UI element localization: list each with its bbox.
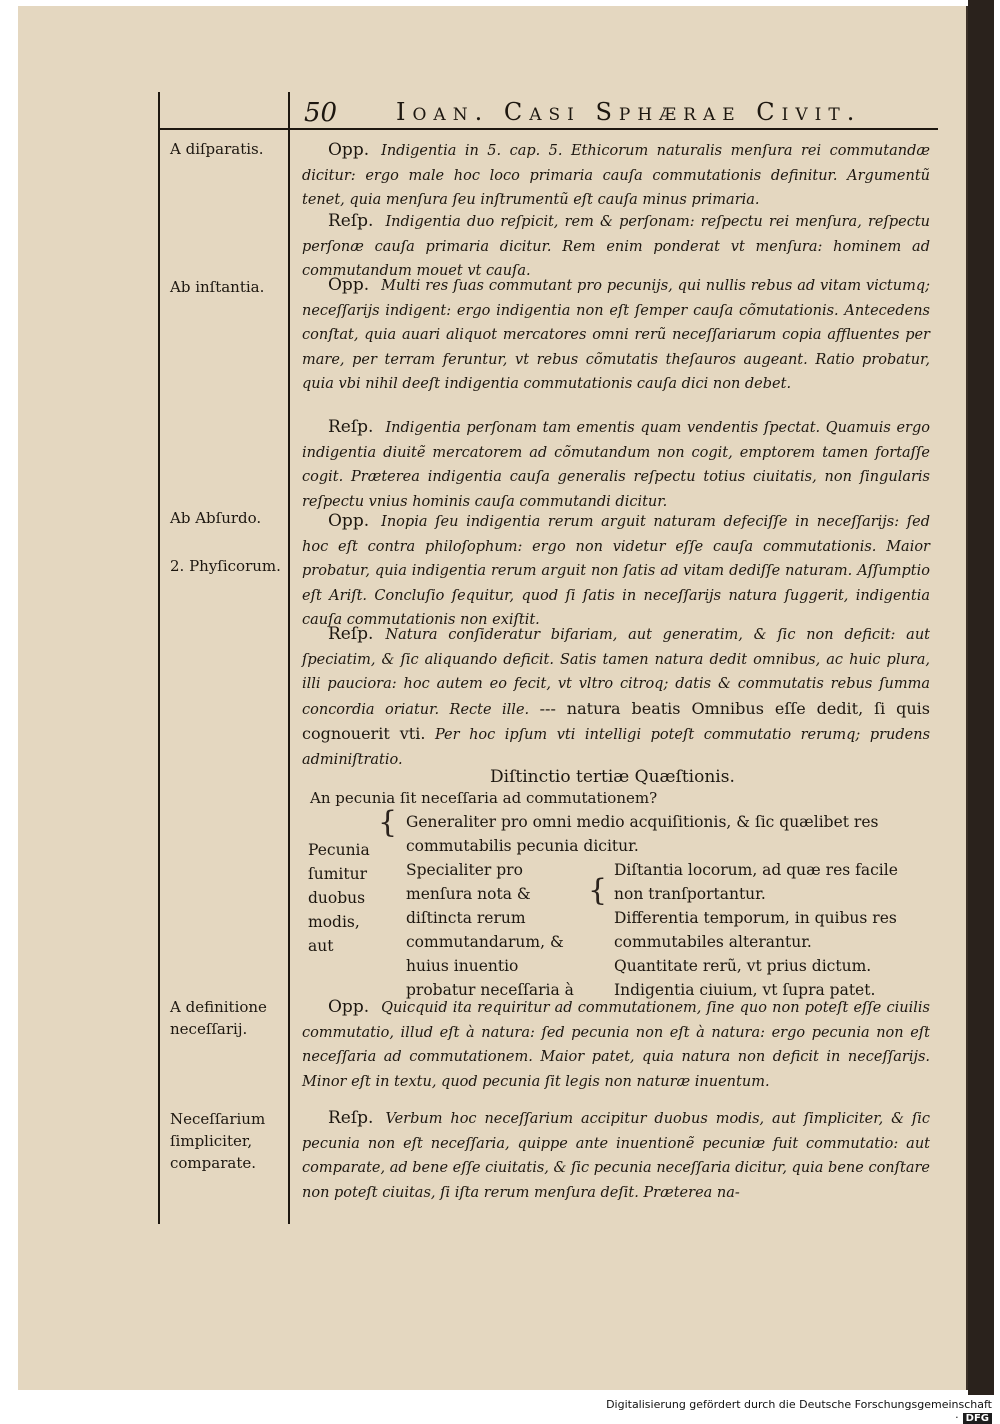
paragraph (302, 1106, 930, 1205)
paragraph (302, 622, 930, 772)
tree-branch-special: Specialiter pro menſura nota & diſtincta rerum commutandarum, & huius inuentio probatur neceſſaria à (406, 861, 574, 999)
running-head: Ioan. Casi Sphærae Civit. (396, 98, 862, 126)
paragraph-text: Quicquid ita requiritur ad commutationem, ſine quo non poteſt eſſe ciuilis commutatio, illud eſt à natura: ſed pecunia non eſt à natura: ergo pecunia non eſt neceſſaria ad commutationem. Maior patet, quia natura non deficit in neceſſarijs. Minor eſt in textu, quod pecunia ſit legis non naturæ inuentum. (302, 1000, 930, 1090)
margin-note: Ab Abſurdo. (170, 509, 262, 527)
reason-item: Indigentia ciuium, vt ſupra patet. (614, 981, 876, 999)
book-spine (968, 0, 994, 1395)
page-number: 50 (304, 98, 338, 128)
margin-note: Ab inſtantia. (170, 278, 265, 296)
paragraph-label: Opp. (328, 140, 370, 160)
paragraph-text: Inopia ſeu indigentia rerum arguit naturam defeciſſe in neceſſarijs: ſed hoc eſt contra philoſophum: ergo non videtur eſſe cauſa commutationis. Maior probatur, quia indigentia rerum arguit non ſatis ad vitam dediſſe naturam. Aſſumptio eſt Ariſt. Concluſio ſequitur, quod ſi ſatis in neceſſarijs natura ſuggerit, indigentia cauſa commutationis non exiſtit. (302, 514, 930, 628)
footer-text: Digitalisierung gefördert durch die Deutsche Forschungsgemeinschaft · (606, 1398, 992, 1424)
paragraph-label: Opp. (328, 275, 370, 295)
paragraph-text: Multi res ſuas commutant pro pecunijs, qui nullis rebus ad vitam victumq; neceſſarijs indigent: ergo indigentia non eſt ſemper cauſa cõmutationis. Antecedens conſtat, quia auari aliquot mercatores omni rerũ neceſſariarum copia affluentes per mare, per terram feruntur, vt rebus cõmutatis theſauros augeant. Ratio probatur, quia vbi nihil deeſt indigentia commutationis cauſa dici non debet. (302, 278, 930, 392)
paragraph-label: Opp. (328, 997, 370, 1017)
tree-branch-general: Generaliter pro omni medio acquiſitionis, & ſic quælibet res commutabilis pecunia dicitur. (406, 813, 879, 855)
margin-note: Neceſſarium ſimpliciter, comparate. (170, 1110, 266, 1172)
tree-reasons (614, 858, 930, 1002)
reason-item: Diſtantia locorum, ad quæ res facile non tranſportantur. (614, 861, 898, 903)
page-header (286, 98, 936, 128)
header-rule (158, 128, 938, 130)
brace-icon: { (588, 873, 608, 908)
brace-icon: { (378, 805, 398, 840)
paragraph-text: Indigentia perſonam tam ementis quam vendentis ſpectat. Quamuis ergo indigentia diuitẽ mercatorem ad cõmutandum non cogit, emptorem tamen fortaſſe cogit. Præterea indigentia cauſa generalis reſpectu totius ciuitatis, non ſingularis reſpectu vnius hominis cauſa commutandi dicitur. (302, 420, 930, 510)
paragraph (302, 138, 930, 213)
quote: --- natura beatis Omnibus eſſe dedit, ſi quis cognouerit vti. (302, 698, 931, 743)
section-title: Diſtinctio tertiæ Quæſtionis. (490, 767, 735, 787)
paragraph-label: Reſp. (328, 624, 374, 644)
question: An pecunia ſit neceſſaria ad commutationem? (310, 789, 658, 807)
tree-root: Pecunia ſumitur duobus modis, aut (308, 841, 370, 955)
dfg-logo: DFG (963, 1413, 992, 1424)
margin-note: A definitione neceſſarij. (170, 998, 267, 1038)
paragraph (302, 415, 930, 514)
paragraph (302, 995, 930, 1094)
paragraph-text: Indigentia in 5. cap. 5. Ethicorum naturalis menſura rei commutandæ dicitur: ergo male hoc loco primaria cauſa commutationis definitur. Argumentũ tenet, quia menſura ſeu inſtrumentũ eſt cauſa minus primaria. (302, 143, 930, 208)
paragraph-text: Per hoc ipſum vti intelligi poteſt commutatio rerumq; prudens adminiſtratio. (302, 727, 931, 768)
paragraph-label: Reſp. (328, 417, 374, 437)
paragraph-label: Reſp. (328, 211, 374, 231)
paragraph (302, 509, 930, 633)
paragraph-text: Verbum hoc neceſſarium accipitur duobus modis, aut ſimpliciter, & ſic pecunia non eſt neceſſaria, quippe ante inuentionẽ pecuniæ fuit commutatio: aut comparate, ad bene eſſe ciuitatis, & ſic pecunia neceſſaria dicitur, quia bene conſtare non poteſt ciuitas, ſi iſta rerum menſura deſit. Præterea na- (302, 1111, 930, 1201)
paragraph (302, 273, 930, 397)
paragraph-text: Natura conſideratur bifariam, aut generatim, & ſic non deficit: aut ſpeciatim, & ſic aliquando deficit. Satis tamen natura dedit omnibus, ac huic plura, illi pauciora: hoc autem eo fecit, vt vltro citroq; datis & commutatis rebus ſumma concordia oriatur. Recte ille. (302, 627, 930, 718)
margin-rule-left (158, 92, 160, 1224)
margin-note: A diſparatis. (170, 140, 264, 158)
paragraph-text: Indigentia duo reſpicit, rem & perſonam: reſpectu rei menſura, reſpectu perſonæ cauſa primaria dicitur. Rem enim ponderat vt menſura: hominem ad commutandum mouet vt cauſa. (302, 214, 930, 279)
paragraph-label: Reſp. (328, 1108, 374, 1128)
margin-rule-right (288, 92, 290, 1224)
footer-credit (600, 1398, 992, 1424)
reason-item: Differentia temporum, in quibus res commutabiles alterantur. (614, 909, 897, 951)
reason-item: Quantitate rerũ, vt prius dictum. (614, 957, 872, 975)
paragraph-label: Opp. (328, 511, 370, 531)
margin-note: 2. Phyſicorum. (170, 557, 281, 575)
